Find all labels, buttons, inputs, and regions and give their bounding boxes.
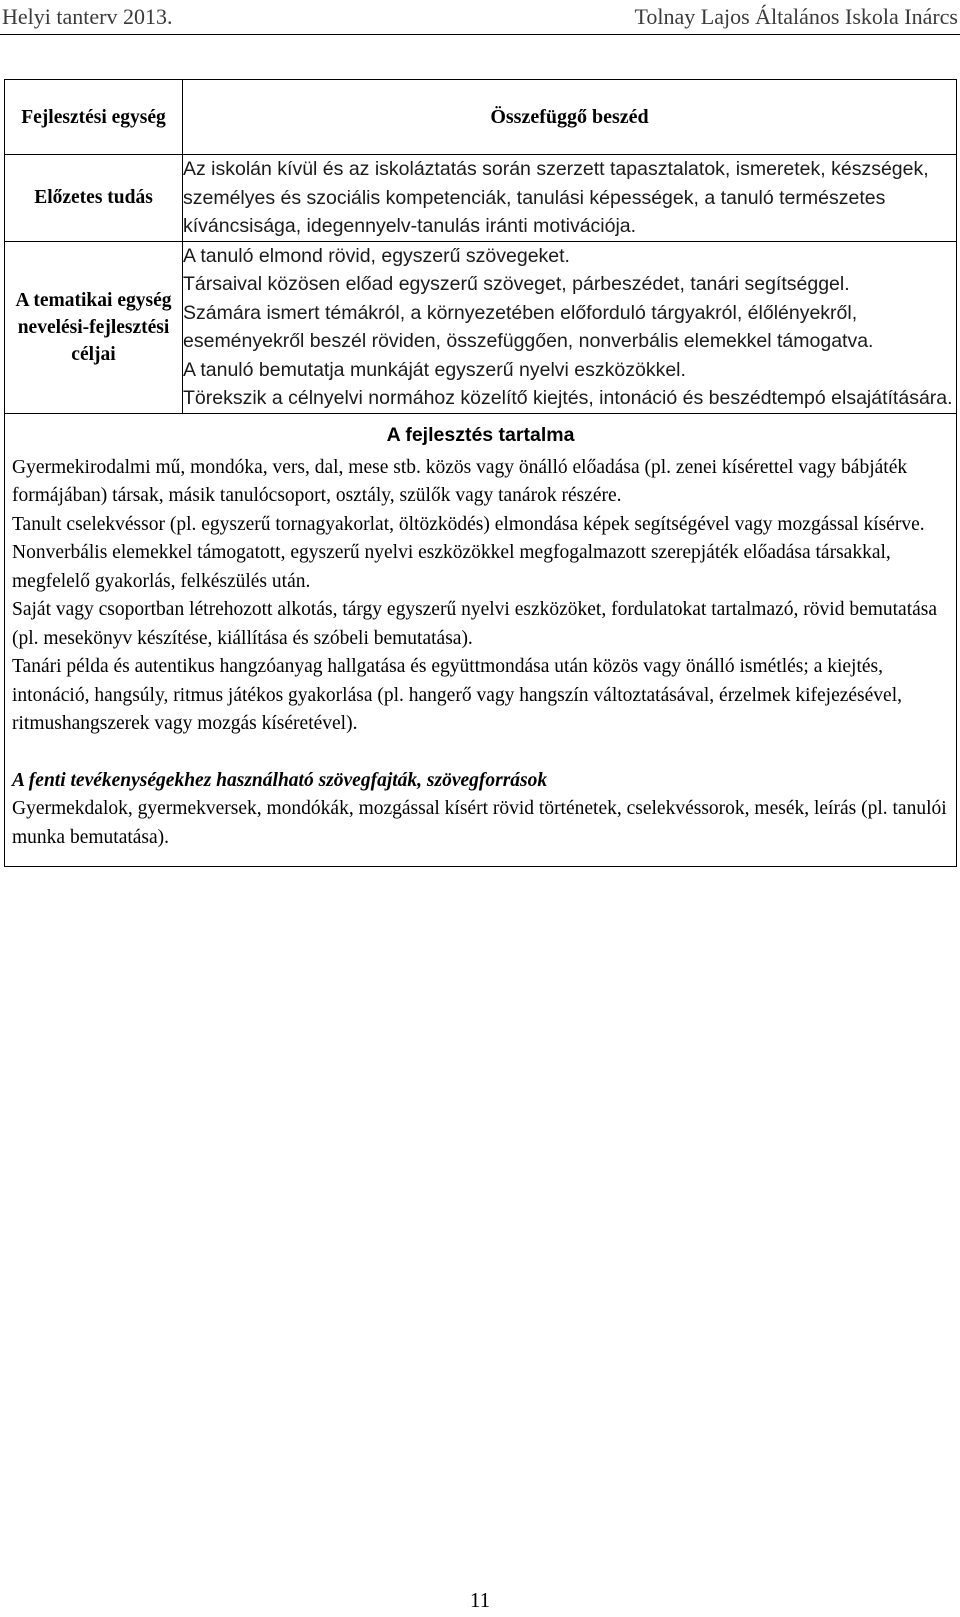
unit-title: Összefüggő beszéd xyxy=(490,105,649,128)
goal-item: Társaival közösen előad egyszerű szöveget, párbeszédet, tanári segítséggel. xyxy=(183,273,850,295)
page-header xyxy=(0,0,960,34)
header-school-name: Tolnay Lajos Általános Iskola Inárcs xyxy=(634,4,958,29)
prior-knowledge-label-cell xyxy=(5,155,183,242)
content-paragraph: Tanári példa és autentikus hangzóanyag hallgatása és együttmondása után közös vagy önálló ismétlés; a kiejtés, intonáció, hangsúly, ritmus játékos gyakorlása (pl. hangerő vagy hangszín változtatásával, érzelmek kifejezésével, ritmushangszerek vagy mozgás kíséretével). xyxy=(12,656,903,734)
content-paragraph: Nonverbális elemekkel támogatott, egyszerű nyelvi eszközökkel megfogalmazott szerepjáték előadása társakkal, megfelelő gyakorlás, felkészülés után. xyxy=(12,542,891,592)
goal-item: A tanuló elmond rövid, egyszerű szövegeket. xyxy=(183,244,570,267)
prior-knowledge-label: Előzetes tudás xyxy=(34,187,153,209)
page-number: 11 xyxy=(469,1588,491,1612)
content-cell xyxy=(5,413,957,867)
prior-knowledge-row xyxy=(5,155,957,242)
curriculum-table xyxy=(4,79,957,867)
content-paragraph: Saját vagy csoportban létrehozott alkotás, tárgy egyszerű nyelvi eszközöket, fordulatokat tartalmazó, rövid bemutatása (pl. mesekönyv készítése, kiállítása és szóbeli bemutatása). xyxy=(12,599,938,649)
goals-row xyxy=(5,241,957,413)
prior-knowledge-cell xyxy=(183,155,957,242)
unit-label-cell xyxy=(5,80,183,155)
goal-item: Törekszik a célnyelvi normához közelítő kiejtés, intonáció és beszédtempó elsajátítására. xyxy=(183,387,953,409)
text-sources-list: Gyermekdalok, gyermekversek, mondókák, mozgással kísért rövid történetek, cselekvéssorok, mesék, leírás (pl. tanulói munka bemutatása). xyxy=(12,798,947,848)
goal-item: A tanuló bemutatja munkáját egyszerű nyelvi eszközökkel. xyxy=(183,358,686,381)
goal-item: Számára ismert témákról, a környezetében előforduló tárgyakról, élőlényekről, eseményekről beszél röviden, összefüggően, nonverbális elemekkel támogatva. xyxy=(183,301,874,352)
goals-cell xyxy=(183,241,957,413)
unit-row xyxy=(5,80,957,155)
header-divider xyxy=(0,34,960,35)
prior-knowledge-text: Az iskolán kívül és az iskoláztatás során szerzett tapasztalatok, ismeretek, készségek, személyes és szociális kompetenciák, tanulási képességek, a tanuló természetes kíváncsisága, idegennyelv-tanulás iránti motivációja. xyxy=(183,158,929,237)
unit-title-cell xyxy=(183,80,957,155)
content-paragraph: Tanult cselekvéssor (pl. egyszerű tornagyakorlat, öltözködés) elmondása képek segítségével vagy mozgással kísérve. xyxy=(12,513,925,535)
goals-label: A tematikai egység nevelési-fejlesztési céljai xyxy=(15,289,172,365)
unit-label: Fejlesztési egység xyxy=(21,106,166,128)
header-curriculum-title: Helyi tanterv 2013. xyxy=(2,4,173,29)
content-paragraph: Gyermekirodalmi mű, mondóka, vers, dal, mese stb. közös vagy önálló előadása (pl. zenei kísérettel vagy bábjáték formájában) társak, másik tanulócsoport, osztály, szülők vagy tanárok részére. xyxy=(12,456,908,506)
text-sources-heading: A fenti tevékenységekhez használható szövegfajták, szövegforrások xyxy=(12,769,548,791)
content-row xyxy=(5,413,957,867)
goals-label-cell xyxy=(5,241,183,413)
content-heading: A fejlesztés tartalma xyxy=(386,423,575,446)
